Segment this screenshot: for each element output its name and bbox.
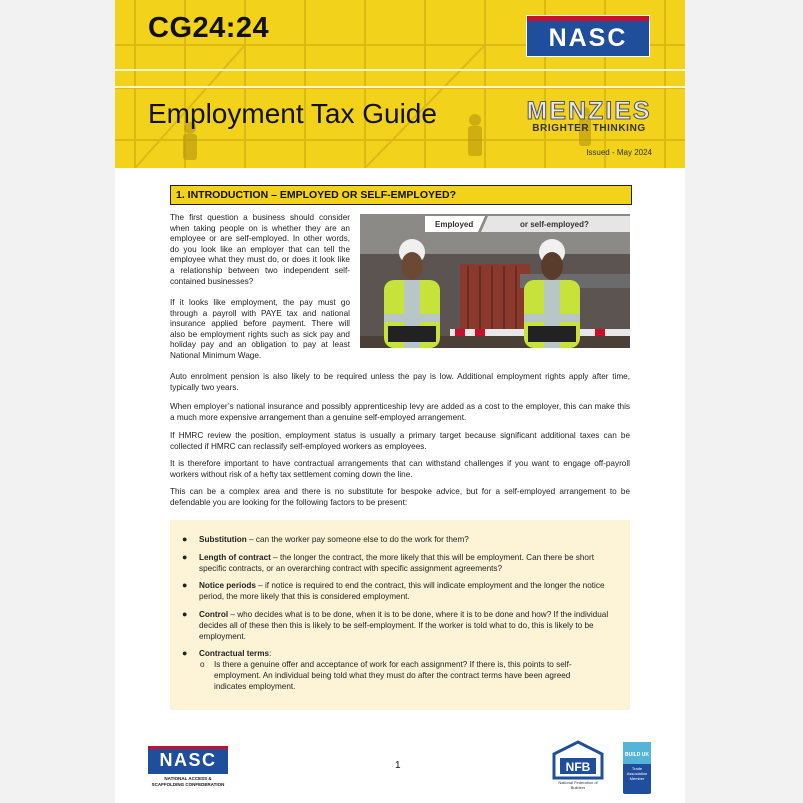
paragraph-contractual: It is therefore important to have contractual arrangements that can withstand challenges if you want to engage off-payroll workers without risk of a hefty tax settlement coming down the line. xyxy=(170,459,630,479)
factors-callout-box: ● Substitution – can the worker pay someone else to do the work for them? ● Length of contract – the longer the contract, the more likely that this will be employment. Can there be short specific contracts, or an overarching contract with specific assignment agreements? ● Notice periods – if notice is required to end the contract, this will indicate employment and the longer the notice period, the more likely that this is considered employment. ● Control – who decides what is to be done, when it is to be done, where it is to be done and how? If the individual decides all of these then this is likely to be self-employment. If the worker is told what to do, this is likely to be employment. ● Contractual terms: o Is there a genuine offer and acceptance of work for each assignment? If there is, this points to self-employment. An individual being told what they must do after the contract terms have been agreed indicates employment. xyxy=(170,520,630,710)
paragraph-factors-intro: This can be a complex area and there is no substitute for bespoke advice, but for a self-employed arrangement to be defendable you are looking for the following factors to be present: xyxy=(170,487,630,507)
page-title: Employment Tax Guide xyxy=(148,98,437,129)
nfb-logo: NFB National Federation of Builders xyxy=(552,740,604,788)
section-heading: 1. INTRODUCTION – EMPLOYED OR SELF-EMPLOYED? xyxy=(170,185,632,205)
header-rule-bottom xyxy=(115,86,685,88)
svg-text:BUILD UK: BUILD UK xyxy=(625,752,649,758)
paragraph-intro: The first question a business should consider when taking people on is whether they are an employee or are self-employed. In other words, do you look like an employer that can tell the employee what they must do, or does it look like a relationship between two independent self-contained businesses? xyxy=(170,213,350,286)
header-banner xyxy=(115,0,685,168)
document-page xyxy=(115,0,685,803)
paragraph-pension: Auto enrolment pension is also likely to be required unless the pay is low. Additional employment rights apply after time, typically two years. xyxy=(170,372,630,392)
build-uk-logo: BUILD UK Trade Association Member xyxy=(623,742,651,794)
header-rule-top xyxy=(115,69,685,71)
paragraph-hmrc: If HMRC review the position, employment status is usually a primary target because significant additional taxes can be collected if HMRC can reclassify self-employed workers as employees. xyxy=(170,431,630,451)
page-number: 1 xyxy=(395,760,401,771)
document-code: CG24:24 xyxy=(148,12,270,44)
workers-illustration xyxy=(360,214,630,348)
menzies-logo: MENZIES BRIGHTER THINKING xyxy=(526,97,652,134)
svg-text:NFB: NFB xyxy=(565,760,591,774)
nasc-logo: NASC xyxy=(526,15,650,57)
photo-label-self-employed: or self-employed? xyxy=(520,220,589,229)
paragraph-employment: If it looks like employment, the pay must go through a payroll with PAYE tax and national insurance applied before payment. There will also be employment rights such as sick pay and holiday pay and an obligation to pay at least National Minimum Wage. xyxy=(170,298,350,360)
workers-photo xyxy=(360,214,630,348)
nasc-footer-logo: NASC NATIONAL ACCESS & SCAFFOLDING CONFEDERATION xyxy=(148,746,228,787)
photo-label-employed: Employed xyxy=(435,220,474,229)
issued-date: Issued - May 2024 xyxy=(586,148,652,157)
paragraph-cost: When employer’s national insurance and possibly apprenticeship levy are added as a cost to the employer, this can make this a much more expensive arrangement than a genuine self-employed arrangement. xyxy=(170,402,630,422)
